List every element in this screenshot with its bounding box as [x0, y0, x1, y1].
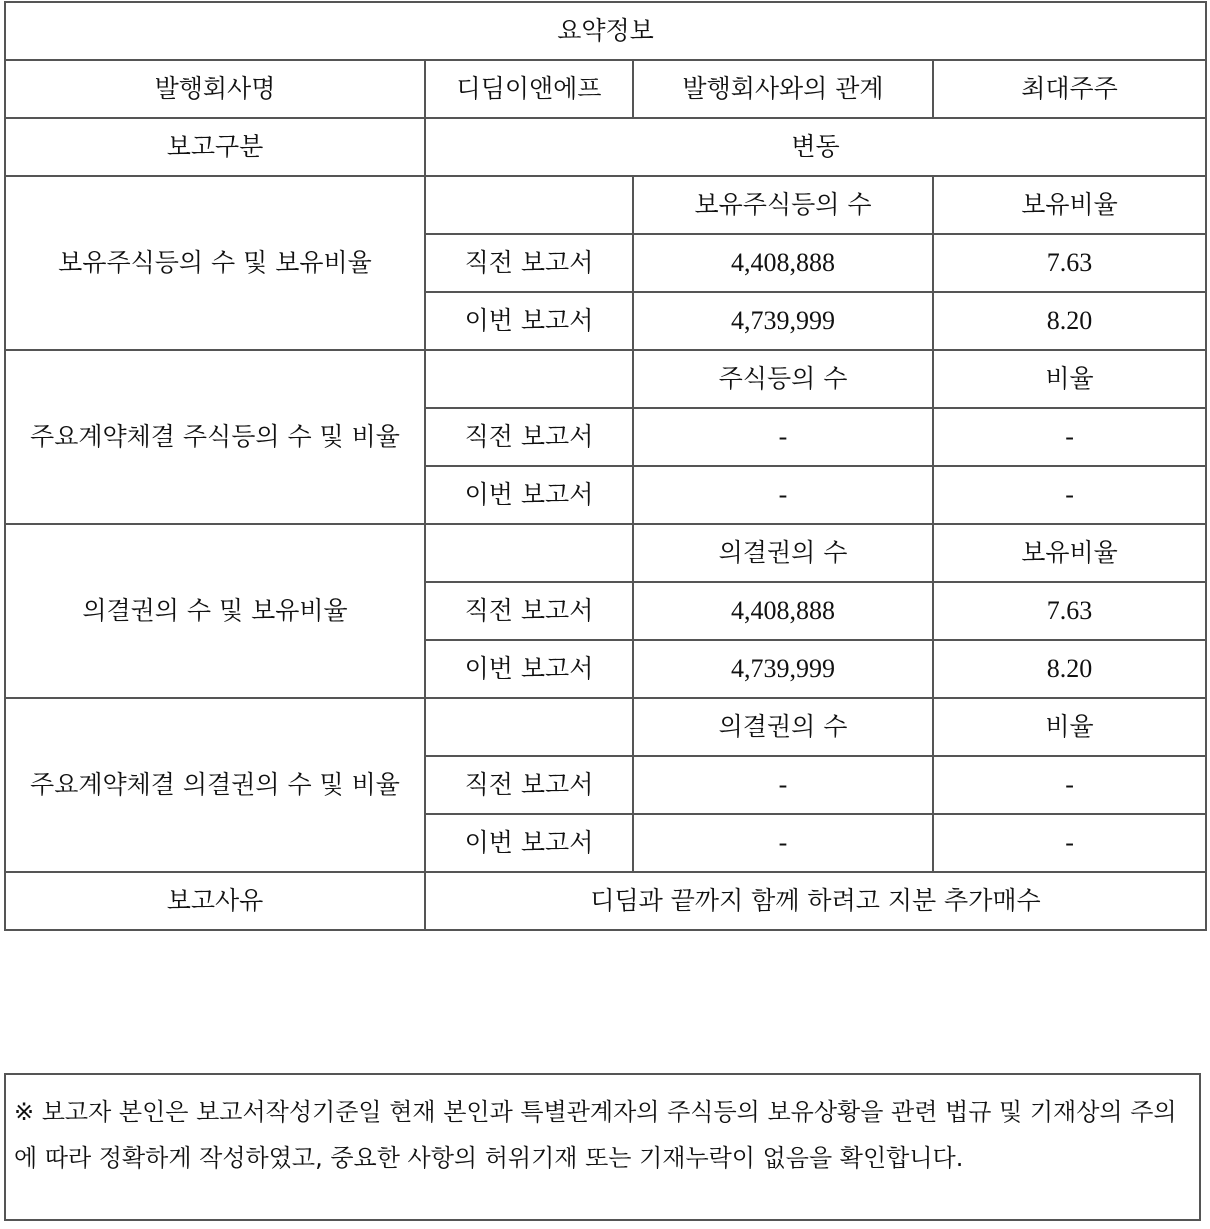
curr-count: -	[633, 466, 933, 524]
issuer-value: 디딤이앤에프	[425, 60, 633, 118]
reason-value: 디딤과 끝까지 함께 하려고 지분 추가매수	[425, 872, 1206, 930]
report-type-label: 보고구분	[5, 118, 425, 176]
prev-report-label: 직전 보고서	[425, 234, 633, 292]
prev-report-label: 직전 보고서	[425, 582, 633, 640]
prev-report-label: 직전 보고서	[425, 408, 633, 466]
prev-report-label: 직전 보고서	[425, 756, 633, 814]
section-col1-header: 보유주식등의 수	[633, 176, 933, 234]
report-type-value: 변동	[425, 118, 1206, 176]
section-col2-header: 보유비율	[933, 176, 1206, 234]
summary-table	[4, 1, 1207, 931]
relation-value: 최대주주	[933, 60, 1206, 118]
prev-count: 4,408,888	[633, 234, 933, 292]
prev-count: -	[633, 408, 933, 466]
section-label: 주요계약체결 의결권의 수 및 비율	[5, 698, 425, 872]
empty-cell	[425, 176, 633, 234]
empty-cell	[425, 698, 633, 756]
curr-count: 4,739,999	[633, 640, 933, 698]
this-report-label: 이번 보고서	[425, 814, 633, 872]
section-label: 보유주식등의 수 및 보유비율	[5, 176, 425, 350]
relation-label: 발행회사와의 관계	[633, 60, 933, 118]
reason-label: 보고사유	[5, 872, 425, 930]
empty-cell	[425, 524, 633, 582]
section-col2-header: 비율	[933, 698, 1206, 756]
empty-cell	[425, 350, 633, 408]
this-report-label: 이번 보고서	[425, 292, 633, 350]
prev-ratio: -	[933, 408, 1206, 466]
curr-ratio: 8.20	[933, 640, 1206, 698]
curr-ratio: 8.20	[933, 292, 1206, 350]
prev-ratio: -	[933, 756, 1206, 814]
prev-ratio: 7.63	[933, 234, 1206, 292]
section-label: 주요계약체결 주식등의 수 및 비율	[5, 350, 425, 524]
prev-ratio: 7.63	[933, 582, 1206, 640]
section-col1-header: 의결권의 수	[633, 698, 933, 756]
issuer-label: 발행회사명	[5, 60, 425, 118]
this-report-label: 이번 보고서	[425, 640, 633, 698]
prev-count: -	[633, 756, 933, 814]
section-col2-header: 보유비율	[933, 524, 1206, 582]
curr-ratio: -	[933, 466, 1206, 524]
section-col2-header: 비율	[933, 350, 1206, 408]
this-report-label: 이번 보고서	[425, 466, 633, 524]
section-col1-header: 의결권의 수	[633, 524, 933, 582]
curr-count: -	[633, 814, 933, 872]
curr-count: 4,739,999	[633, 292, 933, 350]
table-title: 요약정보	[5, 2, 1206, 60]
confirmation-notice: ※ 보고자 본인은 보고서작성기준일 현재 본인과 특별관계자의 주식등의 보유상황을 관련 법규 및 기재상의 주의에 따라 정확하게 작성하였고, 중요한 사항의 허위기재 또는 기재누락이 없음을 확인합니다.	[4, 1073, 1201, 1221]
section-col1-header: 주식등의 수	[633, 350, 933, 408]
curr-ratio: -	[933, 814, 1206, 872]
section-label: 의결권의 수 및 보유비율	[5, 524, 425, 698]
prev-count: 4,408,888	[633, 582, 933, 640]
